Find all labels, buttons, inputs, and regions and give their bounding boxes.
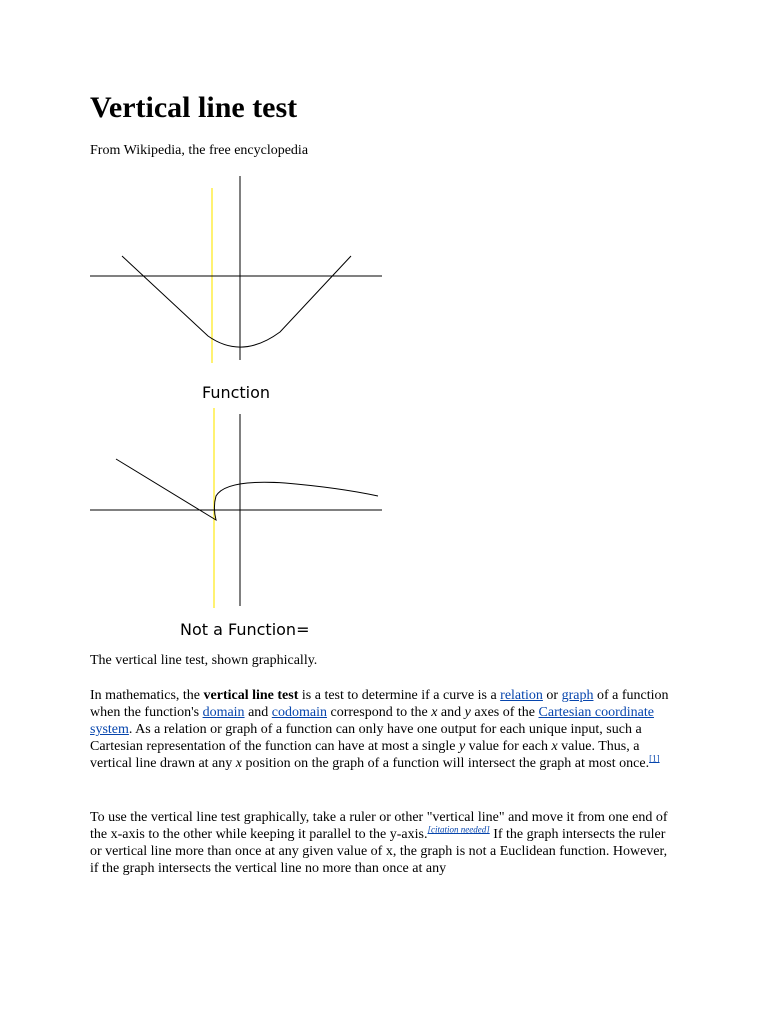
text-run: position on the graph of a function will intersect the graph at most once. [242,756,650,771]
italic-var: x [551,739,558,754]
text-run: value. Thus, a vertical line drawn at any [90,739,640,771]
citation-superscript [649,753,660,763]
bold-term: vertical line test [203,688,299,703]
citation-needed-link[interactable]: [citation needed] [427,824,490,835]
usage-paragraph [90,809,670,877]
function-curve [122,256,351,347]
text-run: . As a relation or graph of a function can only have one output for each unique input, such a Cartesian representation of the function can have at most a single [90,722,642,754]
text-run: If the graph intersects the ruler or vertical line more than once at any given value of x, the graph is not a Euclidean function. However, if the graph intersects the vertical line no more than once at any [90,827,668,876]
page-title: Vertical line test [90,91,298,124]
not-function-label: Not a Function= [180,620,310,639]
italic-var: x [431,705,438,720]
figure-caption: The vertical line test, shown graphically. [90,653,318,668]
link-domain[interactable]: domain [202,705,245,720]
text-run: is a test to determine if a curve is a [298,688,501,703]
vertical-line-test-figure [80,170,400,650]
text-run: To use the vertical line test graphically, take a ruler or other "vertical line" and move it from one end of the x-axis to the other while keeping it parallel to the y-axis. [90,810,668,842]
intro-paragraph [90,687,670,772]
function-label: Function [202,383,271,402]
link-codomain[interactable]: codomain [271,705,327,720]
italic-var: y [464,705,471,720]
italic-var: x [235,756,242,771]
text-run: value for each [465,739,552,754]
link-graph[interactable]: graph [561,688,594,703]
text-run: or [542,688,562,703]
function-diagram [90,176,382,402]
link-relation[interactable]: relation [500,688,543,703]
citation-link-1[interactable]: [1] [649,753,660,764]
text-run: correspond to the [327,705,432,720]
text-run: axes of the [470,705,539,720]
text-run: and [437,705,465,720]
text-run: of a function when the function's [90,688,669,720]
page-subtitle: From Wikipedia, the free encyclopedia [90,143,309,158]
italic-var: y [458,739,466,754]
not-function-curve [116,459,378,520]
citation-superscript [427,824,489,834]
not-function-diagram [90,408,382,639]
figure-svg [80,170,400,650]
link-cartesian-coordinate-system[interactable]: Cartesian coordinate system [90,705,654,737]
text-run: and [244,705,272,720]
text-run: In mathematics, the [90,688,204,703]
